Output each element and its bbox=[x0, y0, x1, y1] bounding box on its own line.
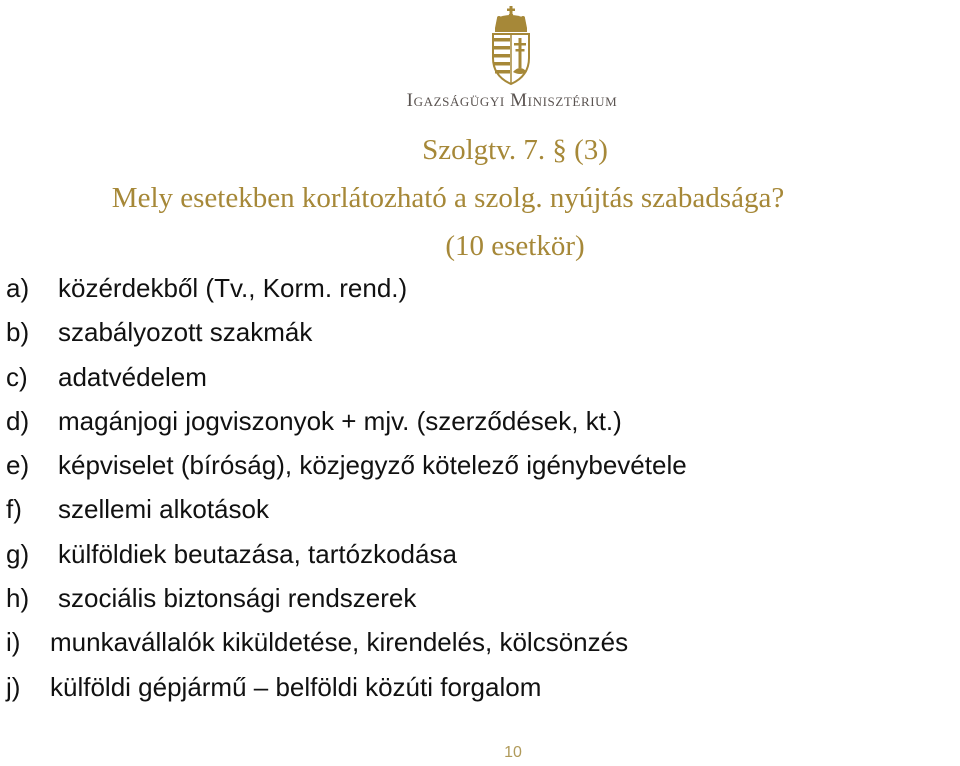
list-item-letter: f) bbox=[6, 494, 22, 525]
list-item bbox=[6, 266, 687, 310]
list-item bbox=[6, 355, 687, 399]
hungarian-coat-of-arms-icon bbox=[487, 6, 535, 86]
slide-title-reference: Szolgtv. 7. § (3) bbox=[422, 134, 608, 166]
list-item-letter: g) bbox=[6, 538, 30, 569]
page-number: 10 bbox=[504, 744, 522, 761]
list-item-letter: j) bbox=[6, 671, 21, 702]
ministry-name: Igazságügyi Minisztérium bbox=[406, 90, 618, 111]
list-item bbox=[6, 443, 687, 487]
list-item bbox=[6, 665, 687, 709]
ministry-logo bbox=[0, 0, 960, 125]
list-item bbox=[6, 310, 687, 354]
list-item-letter: b) bbox=[6, 317, 30, 348]
list-item bbox=[6, 532, 687, 576]
list-item-text: külföldi gépjármű – belföldi közúti forgalom bbox=[50, 671, 542, 702]
slide-title-question: Mely esetekben korlátozható a szolg. nyújtás szabadsága? bbox=[111, 182, 785, 214]
list-item-letter: h) bbox=[6, 583, 30, 614]
list-item bbox=[6, 620, 687, 664]
list-item-text: szellemi alkotások bbox=[58, 494, 269, 525]
list-item-letter: c) bbox=[6, 361, 28, 392]
list-item-text: szabályozott szakmák bbox=[58, 317, 313, 348]
list-item bbox=[6, 576, 687, 620]
list-item bbox=[6, 487, 687, 531]
list-item-letter: i) bbox=[6, 627, 21, 658]
list-item-text: munkavállalók kiküldetése, kirendelés, kölcsönzés bbox=[50, 627, 629, 658]
list-item-text: adatvédelem bbox=[58, 361, 207, 392]
list-item-letter: a) bbox=[6, 273, 30, 303]
list-item-letter: d) bbox=[6, 405, 30, 436]
list-item-text: szociális biztonsági rendszerek bbox=[58, 583, 417, 614]
list-item bbox=[6, 399, 687, 443]
slide-title-count: (10 esetkör) bbox=[445, 230, 585, 262]
list-item-text: közérdekből (Tv., Korm. rend.) bbox=[58, 273, 408, 303]
case-list bbox=[6, 266, 687, 709]
list-item-text: képviselet (bíróság), közjegyző kötelező igénybevétele bbox=[58, 450, 687, 481]
list-item-letter: e) bbox=[6, 450, 30, 481]
list-item-text: magánjogi jogviszonyok + mjv. (szerződések, kt.) bbox=[58, 405, 622, 436]
list-item-text: külföldiek beutazása, tartózkodása bbox=[58, 538, 457, 569]
